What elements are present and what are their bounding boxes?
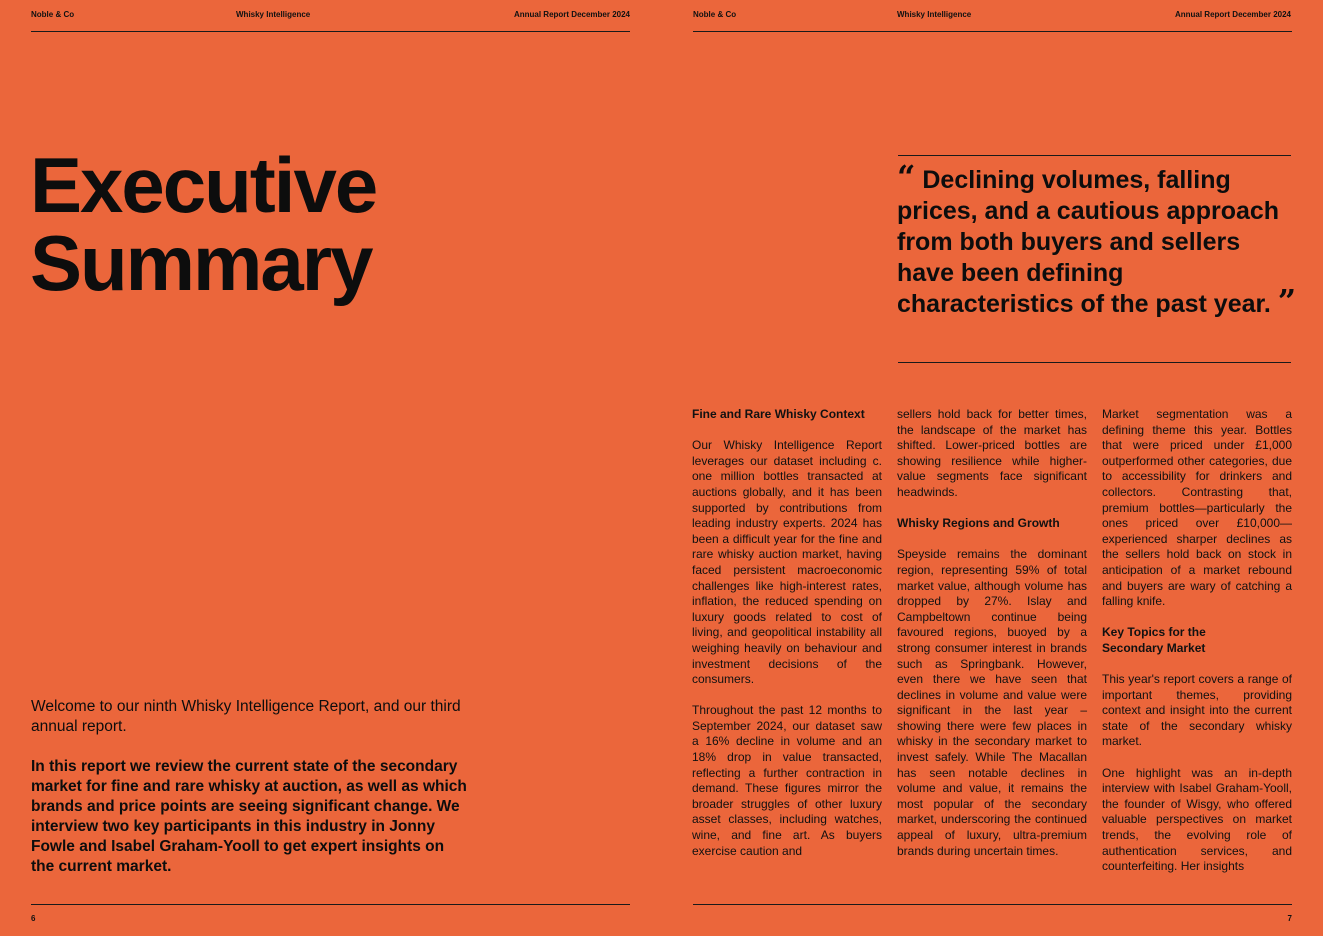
footer-rule-left — [31, 904, 630, 905]
section-heading-regions: Whisky Regions and Growth — [897, 516, 1060, 531]
body-paragraph: Throughout the past 12 months to September 2024, our dataset saw a 16% decline in volume and an 18% drop in value transacted, reflecting a further contraction in demand. These figures mirror the broader struggles of other luxury asset classes, including watches, wine, and fine art. As buyers exercise caution and — [692, 703, 882, 858]
open-quote-mark: “ — [897, 158, 916, 196]
body-paragraph: sellers hold back for better times, the landscape of the market has shifted. Lower-priced bottles are showing resilience while higher-value segments face significant headwinds. — [897, 407, 1087, 499]
body-column-2 — [897, 407, 1087, 875]
quote-rule-top — [898, 155, 1291, 156]
section-heading-context: Fine and Rare Whisky Context — [692, 407, 865, 421]
page-title — [30, 141, 377, 307]
section-heading-key-topics: Key Topics for the Secondary Market — [1102, 625, 1206, 655]
body-paragraph: Market segmentation was a defining theme this year. Bottles that were priced under £1,000 outperformed other categories, due to accessibility for drinkers and collectors. Contrasting that, premium bottles—particularly the ones priced over £10,000—experienced sharper declines as the sellers hold back on stock in anticipation of a market rebound and buyers are wary of catching a falling knife. — [1102, 407, 1292, 609]
body-paragraph: This year's report covers a range of important themes, providing context and insight into the current state of the secondary whisky market. — [1102, 672, 1292, 749]
title-line-1: Executive — [30, 141, 377, 229]
intro-paragraph-2: In this report we review the current state of the secondary market for fine and rare whisky at auction, as well as which brands and price points are seeing significant change. We interview two key participants in this industry in Jonny Fowle and Isabel Graham-Yooll to get expert insights on the current market. — [31, 758, 467, 875]
body-paragraph: One highlight was an in-depth interview with Isabel Graham-Yooll, the founder of Wisgy, who offered valuable perspectives on market trends, the evolving role of authentication services, and counterfeiting. Her insights — [1102, 765, 1292, 874]
close-quote-mark: ” — [1277, 282, 1297, 320]
pull-quote — [897, 158, 1297, 320]
header-publication-right: Whisky Intelligence — [897, 10, 972, 19]
header-edition-left: Annual Report December 2024 — [513, 10, 630, 19]
header-publisher-right: Noble & Co — [693, 10, 737, 19]
body-column-3 — [1102, 407, 1292, 890]
footer-rule-right — [693, 904, 1292, 905]
header-rule-right — [693, 31, 1292, 32]
page-number-left: 6 — [31, 914, 36, 923]
title-line-2: Summary — [30, 219, 372, 307]
body-column-1 — [692, 407, 882, 875]
intro-paragraph-1: Welcome to our ninth Whisky Intelligence Report, and our third annual report. — [31, 698, 461, 735]
intro-text — [31, 697, 471, 877]
header-publication-left: Whisky Intelligence — [236, 10, 311, 19]
pull-quote-text: Declining volumes, falling prices, and a cautious approach from both buyers and sellers have been defining characteristics of the past year. — [897, 166, 1280, 318]
quote-rule-bottom — [898, 362, 1291, 363]
header-edition-right: Annual Report December 2024 — [1174, 10, 1291, 19]
page-number-right: 7 — [1287, 914, 1292, 923]
body-paragraph: Our Whisky Intelligence Report leverages our dataset including c. one million bottles transacted at auctions globally, and it has been supported by contributions from leading industry experts. 2024 has been a difficult year for the fine and rare whisky auction market, having faced persistent macroeconomic challenges like high-interest rates, inflation, the reduced spending on luxury goods related to cost of living, and geopolitical instability all weighing heavily on behaviour and investment decisions of the consumers. — [692, 438, 882, 687]
header-publisher-left: Noble & Co — [31, 10, 75, 19]
header-rule-left — [31, 31, 630, 32]
body-paragraph: Speyside remains the dominant region, representing 59% of total market value, although volume has dropped by 27%. Islay and Campbeltown continue being favoured regions, buoyed by a strong consumer interest in brands such as Springbank. However, even there we have seen that declines in volume and value were significant in the last year – showing there were few places in whisky in the secondary market to invest safely. While The Macallan has seen notable declines in volume and value, it remains the most popular of the secondary market, underscoring the continued appeal of luxury, ultra-premium brands during uncertain times. — [897, 547, 1087, 858]
